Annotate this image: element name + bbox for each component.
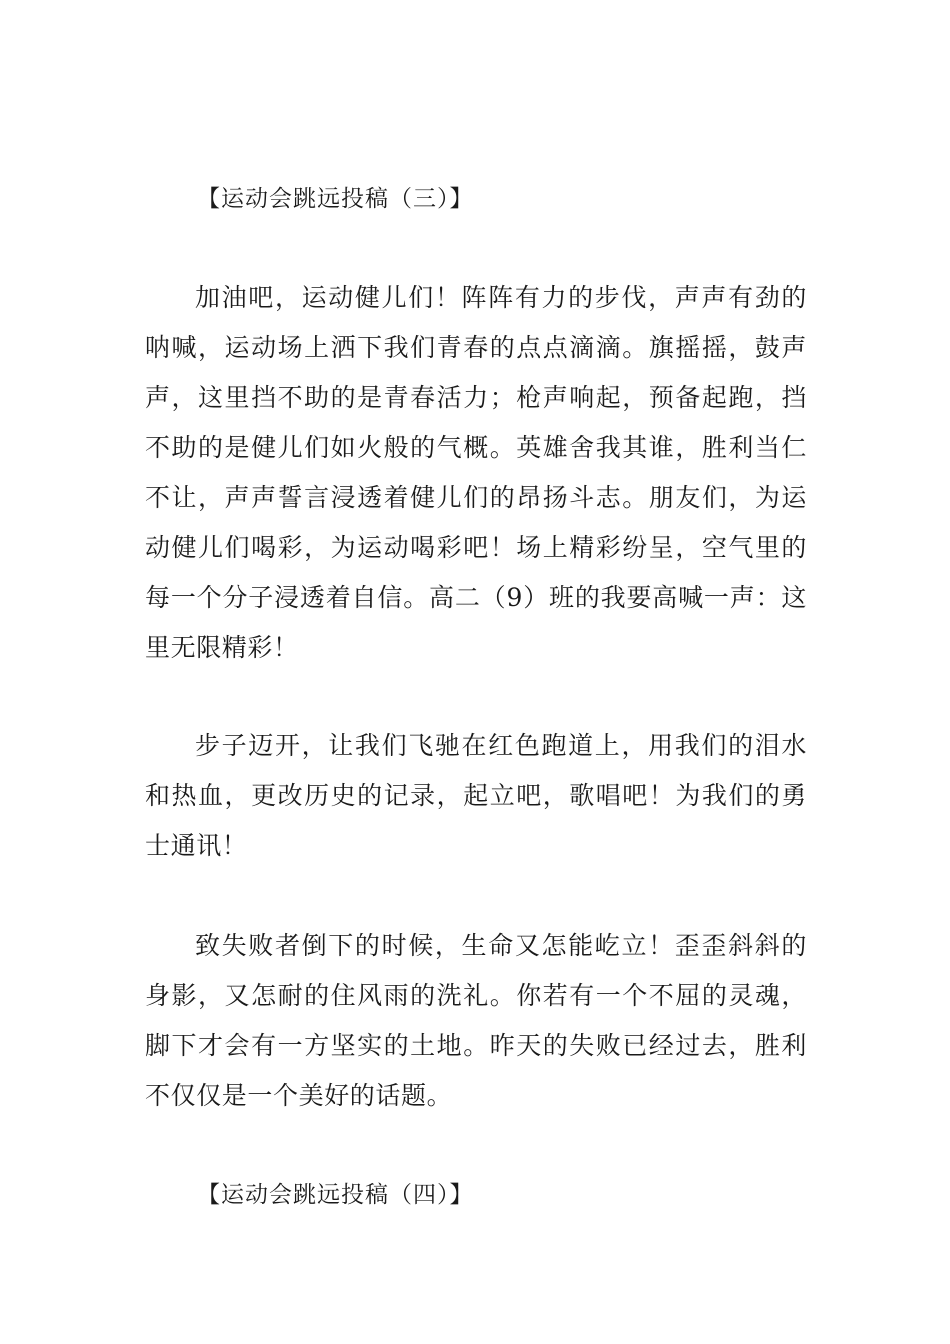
paragraph-cheer: 加油吧，运动健儿们！阵阵有力的步伐，声声有劲的呐喊，运动场上洒下我们青春的点点滴滴。旗摇摇，鼓声声，这里挡不助的是青春活力；枪声响起，预备起跑，挡不助的是健儿们如火般的气概。英雄舍我其谁，胜利当仁不让，声声誓言浸透着健儿们的昂扬斗志。朋友们，为运动健儿们喝彩，为运动喝彩吧！场上精彩纷呈，空气里的每一个分子浸透着自信。高二（9）班的我要高喊一声：这里无限精彩！ <box>145 283 807 662</box>
section-heading-three: 【运动会跳远投稿（三）】 <box>197 186 474 212</box>
section-heading-four: 【运动会跳远投稿（四）】 <box>197 1182 474 1208</box>
paragraph-stride: 步子迈开，让我们飞驰在红色跑道上，用我们的泪水和热血，更改历史的记录，起立吧，歌唱吧！为我们的勇士通讯！ <box>145 731 807 860</box>
paragraph-failure: 致失败者倒下的时候，生命又怎能屹立！歪歪斜斜的身影，又怎耐的住风雨的洗礼。你若有一个不屈的灵魂，脚下才会有一方坚实的土地。昨天的失败已经过去，胜利不仅仅是一个美好的话题。 <box>145 931 807 1110</box>
